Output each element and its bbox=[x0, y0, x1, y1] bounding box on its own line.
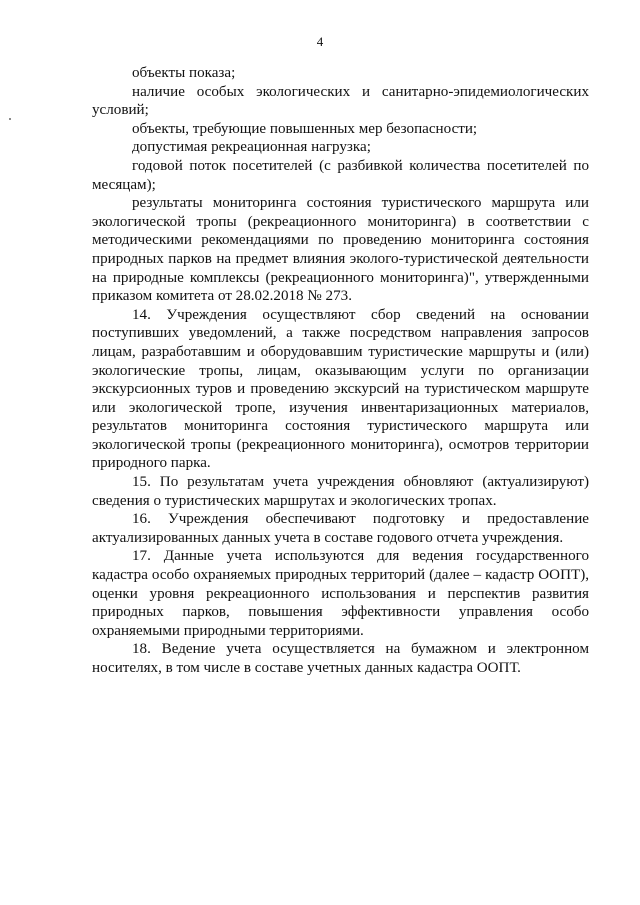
paragraph-16: 16. Учреждения обеспечивают подготовку и предоставление актуализированных данных учета в составе годового отчета учреждения. bbox=[92, 511, 589, 546]
list-item-safety-objects: объекты, требующие повышенных мер безопасности; bbox=[132, 120, 478, 137]
list-item-recreational-load: допустимая рекреационная нагрузка; bbox=[132, 139, 371, 156]
list-item-annual-visitor-flow: годовой поток посетителей (с разбивкой количества посетителей по месяцам); bbox=[92, 157, 589, 193]
scan-mark bbox=[9, 118, 11, 120]
paragraph-18: 18. Ведение учета осуществляется на бумажном и электронном носителях, в том числе в составе учетных данных кадастра ООПТ. bbox=[92, 641, 589, 676]
list-item-monitoring-results: результаты мониторинга состояния туристического маршрута или экологической тропы (рекреационного мониторинга) в соответствии с методическими рекомендациями по проведению мониторинга состояния природных парков на предмет влияния эколого-туристической деятельности на природные комплексы (рекреационного мониторинга)", утвержденными приказом комитета от 28.02.2018 № 273. bbox=[92, 195, 589, 305]
list-item-special-conditions: наличие особых экологических и санитарно-эпидемиологических условий; bbox=[92, 83, 589, 119]
page-number: 4 bbox=[316, 34, 324, 49]
paragraph-14: 14. Учреждения осуществляют сбор сведений на основании поступивших уведомлений, а также посредством направления запросов лицам, разработавшим и оборудовавшим туристические маршруты и (или) экологические тропы, лицам, оказывающим услуги по организации экскурсионных туров и проведению экскурсий на туристическом маршруте или экологической тропе, изучения инвентаризационных материалов, результатов мониторинга состояния туристического маршрута или экологической тропы (рекреационного мониторинга), осмотров территории природного парка. bbox=[92, 306, 589, 472]
paragraph-17: 17. Данные учета используются для ведения государственного кадастра особо охраняемых природных территорий (далее – кадастр ООПТ), оценки уровня рекреационного использования и перспектив развития природных парков, повышения эффективности управления особо охраняемыми природными территориями. bbox=[92, 548, 589, 639]
paragraph-15: 15. По результатам учета учреждения обновляют (актуализируют) сведения о туристических маршрутах и экологических тропах. bbox=[92, 474, 589, 509]
document-body bbox=[92, 64, 589, 678]
list-item-display-objects: объекты показа; bbox=[132, 65, 236, 81]
